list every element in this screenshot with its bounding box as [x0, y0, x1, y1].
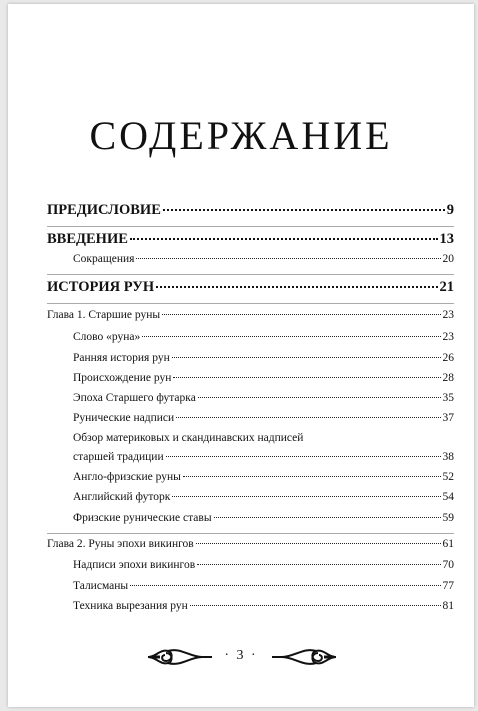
toc-entry-overview-line1[interactable] [73, 432, 454, 444]
toc-entry-title: Техника вырезания рун [73, 600, 188, 612]
toc-entry-rune-history[interactable] [47, 279, 454, 296]
right-ornament-icon [270, 645, 338, 669]
toc-entry-introduction[interactable] [47, 231, 454, 248]
toc-entry-page: 70 [442, 559, 454, 571]
toc-entry-page: 38 [442, 451, 454, 463]
toc-leader-dots [166, 455, 441, 457]
toc-entry-page: 81 [442, 600, 454, 612]
toc-entry-title: Глава 1. Старшие руны [47, 309, 161, 321]
toc-entry-title: Сокращения [73, 253, 135, 265]
toc-leader-dots [163, 208, 445, 211]
toc-entry-page: 20 [442, 253, 454, 265]
toc-entry-title: Фризские рунические ставы [73, 512, 212, 524]
toc-leader-dots [142, 335, 440, 337]
toc-entry-chapter-1[interactable] [47, 309, 454, 321]
toc-entry-elder-futhark-era[interactable] [73, 392, 454, 404]
toc-leader-dots [183, 475, 441, 477]
toc-entry-title: Эпоха Старшего футарка [73, 392, 196, 404]
toc-entry-runic-inscriptions[interactable] [73, 412, 454, 424]
toc-entry-title-continued: старшей традиции [73, 451, 164, 463]
toc-entry-page: 9 [446, 202, 454, 218]
toc-entry-talismans[interactable] [73, 580, 454, 592]
toc-entry-origin[interactable] [73, 372, 454, 384]
toc-entry-title: Англо-фризские руны [73, 471, 181, 483]
toc-leader-dots [136, 257, 440, 259]
toc-entry-page: 59 [442, 512, 454, 524]
table-of-contents [8, 4, 474, 707]
toc-entry-overview-line2[interactable] [73, 451, 454, 463]
divider [47, 274, 454, 275]
book-page [8, 4, 474, 707]
toc-leader-dots [214, 516, 441, 518]
toc-leader-dots [130, 237, 438, 240]
toc-entry-preface[interactable] [47, 202, 454, 219]
toc-entry-title: Происхождение рун [73, 372, 172, 384]
toc-entry-title: Рунические надписи [73, 412, 175, 424]
divider [47, 226, 454, 227]
toc-entry-chapter-2[interactable] [47, 538, 454, 550]
toc-leader-dots [162, 313, 440, 315]
toc-entry-title: Обзор материковых и скандинавских надписей [73, 432, 304, 444]
toc-leader-dots [130, 584, 440, 586]
toc-entry-title: Слово «руна» [73, 331, 141, 343]
toc-leader-dots [176, 416, 440, 418]
toc-entry-viking-inscriptions[interactable] [73, 559, 454, 571]
toc-leader-dots [190, 604, 441, 606]
divider [47, 303, 454, 304]
toc-entry-title: Ранняя история рун [73, 352, 170, 364]
toc-entry-page: 23 [442, 331, 454, 343]
toc-entry-page: 35 [442, 392, 454, 404]
toc-entry-page: 77 [442, 580, 454, 592]
toc-entry-title: ВВЕДЕНИЕ [47, 231, 128, 247]
toc-entry-early-history[interactable] [73, 352, 454, 364]
toc-entry-page: 54 [442, 491, 454, 503]
toc-entry-anglo-frisian[interactable] [73, 471, 454, 483]
divider [47, 533, 454, 534]
toc-entry-title: Надписи эпохи викингов [73, 559, 196, 571]
toc-entry-abbreviations[interactable] [73, 253, 454, 265]
toc-entry-frisian-staves[interactable] [73, 512, 454, 524]
toc-entry-word-rune[interactable] [73, 331, 454, 343]
toc-leader-dots [196, 542, 441, 544]
toc-entry-english-futhorc[interactable] [73, 491, 454, 503]
toc-entry-title: Английский футорк [73, 491, 171, 503]
toc-leader-dots [197, 563, 440, 565]
toc-entry-title: ИСТОРИЯ РУН [47, 279, 155, 295]
page-title: СОДЕРЖАНИЕ [89, 113, 393, 158]
toc-entry-page: 61 [442, 538, 454, 550]
toc-entry-title: ПРЕДИСЛОВИЕ [47, 202, 161, 218]
toc-entry-page: 13 [439, 231, 454, 247]
toc-leader-dots [172, 495, 440, 497]
toc-entry-title: Глава 2. Руны эпохи викингов [47, 538, 194, 550]
toc-entry-page: 28 [442, 372, 454, 384]
toc-leader-dots [156, 285, 437, 288]
toc-leader-dots [173, 376, 440, 378]
page-footer [8, 645, 474, 669]
toc-entry-carving-technique[interactable] [73, 600, 454, 612]
toc-entry-page: 52 [442, 471, 454, 483]
toc-entry-page: 37 [442, 412, 454, 424]
toc-entry-page: 21 [439, 279, 454, 295]
toc-entry-title: Талисманы [73, 580, 129, 592]
toc-leader-dots [172, 356, 441, 358]
page-number: · 3 · [224, 648, 258, 663]
toc-leader-dots [198, 396, 441, 398]
toc-entry-page: 26 [442, 352, 454, 364]
toc-entry-page: 23 [442, 309, 454, 321]
